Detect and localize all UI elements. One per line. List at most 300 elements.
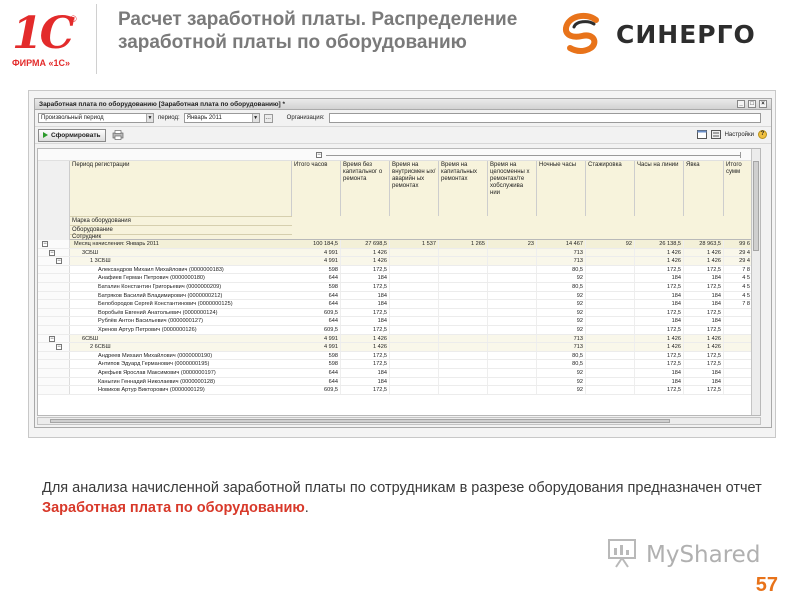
table-cell: 1 265 — [439, 240, 488, 248]
col-header: Время без капитальног о ремонта — [341, 161, 390, 216]
maximize-icon[interactable]: □ — [748, 100, 756, 108]
table-cell — [586, 386, 635, 394]
table-cell: 172,5 — [341, 352, 390, 360]
collapse-icon[interactable]: − — [43, 241, 47, 247]
period-select[interactable] — [184, 113, 260, 123]
report-name-highlight: Заработная плата по оборудованию — [42, 500, 305, 516]
table-cell: 184 — [341, 292, 390, 300]
row-gutter — [38, 343, 70, 351]
table-cell — [488, 369, 537, 377]
table-cell: 609,5 — [292, 309, 341, 317]
table-cell: 184 — [684, 300, 724, 308]
table-cell — [439, 274, 488, 282]
collapse-icon[interactable]: − — [50, 249, 54, 256]
table-cell — [488, 266, 537, 274]
row-gutter — [38, 309, 70, 317]
col-header: Часы на линии — [635, 161, 684, 216]
table-cell — [390, 352, 439, 360]
table-cell: 172,5 — [635, 266, 684, 274]
table-cell: 609,5 — [292, 386, 341, 394]
table-cell — [390, 378, 439, 386]
table-cell: 713 — [537, 249, 586, 257]
report-window — [34, 98, 772, 428]
table-cell: 1 426 — [635, 249, 684, 257]
col-header: Ночные часы — [537, 161, 586, 216]
table-cell — [488, 300, 537, 308]
table-cell — [439, 360, 488, 368]
table-cell — [488, 378, 537, 386]
synergo-swirl-icon — [560, 12, 604, 56]
table-cell — [488, 283, 537, 291]
table-cell: 713 — [537, 343, 586, 351]
printer-icon[interactable] — [112, 130, 124, 140]
table-cell: 172,5 — [684, 386, 724, 394]
table-cell: 184 — [684, 378, 724, 386]
table-cell: 1 426 — [341, 257, 390, 265]
table-cell — [724, 343, 753, 351]
table-cell — [586, 369, 635, 377]
window-layout-icon[interactable] — [697, 130, 707, 139]
table-cell: 4 5 — [724, 283, 753, 291]
table-cell: 184 — [635, 317, 684, 325]
table-cell — [586, 249, 635, 257]
generate-button-label: Сформировать — [51, 131, 101, 139]
help-icon[interactable]: ? — [758, 130, 767, 139]
table-row[interactable] — [38, 360, 761, 369]
table-cell: 172,5 — [341, 309, 390, 317]
table-cell — [390, 309, 439, 317]
table-cell: 184 — [341, 300, 390, 308]
table-cell — [586, 274, 635, 282]
period-value: Январь 2011 — [186, 115, 222, 121]
collapse-icon[interactable]: − — [57, 258, 61, 265]
table-cell: 80,5 — [537, 266, 586, 274]
organization-label: Организация: — [286, 115, 325, 121]
table-row[interactable] — [38, 249, 761, 258]
slide-title: Расчет заработной платы. Распределение заработной платы по оборудованию — [118, 9, 518, 53]
table-cell: 1 426 — [684, 257, 724, 265]
table-cell: 172,5 — [684, 309, 724, 317]
row-label: Анафиев Герман Петрович (0000000180) — [98, 275, 205, 282]
col-header: Время на капитальных ремонтах — [439, 161, 488, 216]
chevron-down-icon[interactable]: ▼ — [147, 115, 153, 121]
row-gutter — [38, 249, 70, 257]
table-cell: 644 — [292, 317, 341, 325]
table-cell: 7 8 — [724, 266, 753, 274]
table-cell: 27 698,5 — [341, 240, 390, 248]
table-cell: 172,5 — [341, 283, 390, 291]
table-cell: 184 — [341, 317, 390, 325]
table-cell: 172,5 — [635, 352, 684, 360]
header-equipment-brand: Марка оборудования — [70, 216, 292, 225]
table-cell — [488, 249, 537, 257]
period-label: период: — [158, 115, 180, 121]
row-gutter — [38, 292, 70, 300]
row-label: Каныгин Геннадий Николаевич (0000000128) — [98, 378, 215, 385]
table-cell: 172,5 — [341, 386, 390, 394]
table-cell: 598 — [292, 352, 341, 360]
synergo-logo — [560, 12, 792, 58]
table-cell: 92 — [586, 240, 635, 248]
table-cell: 172,5 — [341, 360, 390, 368]
generate-button[interactable] — [38, 129, 106, 142]
table-cell — [439, 283, 488, 291]
table-row[interactable] — [38, 386, 761, 395]
table-cell: 7 8 — [724, 300, 753, 308]
table-cell: 184 — [635, 292, 684, 300]
table-cell: 4 991 — [292, 257, 341, 265]
report-table — [37, 148, 761, 416]
row-gutter — [38, 378, 70, 386]
page-number: 57 — [755, 574, 778, 596]
table-cell — [390, 386, 439, 394]
table-cell — [586, 343, 635, 351]
table-cell: 1 426 — [635, 335, 684, 343]
table-cell — [586, 352, 635, 360]
table-cell — [586, 326, 635, 334]
table-cell: 80,5 — [537, 352, 586, 360]
col-header: Стажировка — [586, 161, 635, 216]
table-cell: 29 4 — [724, 249, 753, 257]
row-label: Месяц начисления: Январь 2011 — [74, 241, 159, 247]
vertical-scrollbar[interactable] — [751, 149, 760, 416]
table-cell: 1 426 — [684, 249, 724, 257]
table-cell — [488, 317, 537, 325]
table-cell — [586, 360, 635, 368]
table-row[interactable] — [38, 369, 761, 378]
table-cell: 4 5 — [724, 274, 753, 282]
toolbar-right — [697, 130, 767, 139]
table-cell — [586, 300, 635, 308]
table-cell — [724, 378, 753, 386]
table-cell: 4 5 — [724, 292, 753, 300]
table-cell — [390, 300, 439, 308]
table-cell: 1 426 — [635, 343, 684, 351]
description-end: . — [304, 500, 309, 516]
table-cell: 1 426 — [341, 343, 390, 351]
table-row[interactable] — [38, 292, 761, 301]
table-cell: 184 — [684, 274, 724, 282]
watermark — [606, 536, 766, 572]
table-cell — [439, 369, 488, 377]
minimize-icon[interactable]: _ — [737, 100, 745, 108]
table-cell: 92 — [537, 309, 586, 317]
table-cell: 1 537 — [390, 240, 439, 248]
header-divider — [96, 4, 97, 74]
table-cell — [439, 335, 488, 343]
table-cell — [439, 317, 488, 325]
row-label: Арефьев Ярослав Максимович (0000000197) — [98, 370, 216, 376]
row-label: Антипов Эдуард Германович (0000000195) — [98, 361, 210, 368]
table-row[interactable] — [38, 257, 761, 266]
horizontal-scroll-thumb[interactable] — [50, 419, 670, 423]
table-cell — [724, 335, 753, 343]
col-header: Явка — [684, 161, 724, 216]
table-row[interactable] — [38, 326, 761, 335]
table-row[interactable] — [38, 300, 761, 309]
group-bracket — [326, 155, 740, 156]
table-cell: 184 — [635, 369, 684, 377]
table-cell: 172,5 — [635, 283, 684, 291]
table-cell — [586, 257, 635, 265]
table-cell: 172,5 — [684, 360, 724, 368]
table-cell: 644 — [292, 300, 341, 308]
row-gutter — [38, 386, 70, 394]
table-cell — [488, 360, 537, 368]
table-cell — [586, 335, 635, 343]
table-cell: 184 — [635, 274, 684, 282]
vertical-scroll-thumb[interactable] — [753, 161, 759, 251]
table-cell — [439, 300, 488, 308]
table-cell — [439, 309, 488, 317]
table-row[interactable] — [38, 309, 761, 318]
table-row[interactable] — [38, 335, 761, 344]
table-cell — [390, 335, 439, 343]
table-cell — [724, 369, 753, 377]
group-strip — [38, 149, 761, 161]
description-text: Для анализа начисленной заработной платы по сотрудникам в разрезе оборудования предназначен отчет — [42, 480, 762, 496]
horizontal-scrollbar[interactable] — [37, 417, 761, 425]
chevron-down-icon[interactable]: ▼ — [253, 115, 259, 121]
row-gutter — [38, 300, 70, 308]
table-cell — [586, 283, 635, 291]
table-cell — [488, 352, 537, 360]
table-cell — [439, 352, 488, 360]
table-cell: 644 — [292, 378, 341, 386]
header-equipment: Оборудование — [70, 225, 292, 234]
table-row[interactable] — [38, 343, 761, 352]
table-cell — [390, 343, 439, 351]
table-cell — [439, 378, 488, 386]
table-cell — [724, 386, 753, 394]
header-gutter — [38, 161, 70, 240]
table-cell: 713 — [537, 257, 586, 265]
settings-icon[interactable] — [711, 130, 721, 139]
table-cell: 644 — [292, 274, 341, 282]
table-row[interactable] — [38, 274, 761, 283]
table-cell: 23 — [488, 240, 537, 248]
collapse-icon[interactable]: − — [317, 152, 321, 158]
table-cell: 28 963,5 — [684, 240, 724, 248]
table-row[interactable] — [38, 378, 761, 387]
table-cell: 100 184,5 — [292, 240, 341, 248]
table-cell — [586, 378, 635, 386]
row-label: Новиков Артур Викторович (0000000129) — [98, 387, 205, 394]
table-cell: 172,5 — [635, 386, 684, 394]
table-cell: 172,5 — [341, 266, 390, 274]
group-bracket-end — [740, 152, 741, 158]
table-cell: 1 426 — [635, 257, 684, 265]
header-employee: Сотрудник — [70, 234, 292, 240]
table-cell: 598 — [292, 266, 341, 274]
row-label: 2 6СБШ — [90, 344, 111, 351]
table-cell: 92 — [537, 386, 586, 394]
table-cell — [390, 283, 439, 291]
registered-mark: ® — [70, 14, 77, 24]
table-cell: 80,5 — [537, 283, 586, 291]
table-cell: 92 — [537, 326, 586, 334]
table-cell — [586, 317, 635, 325]
row-label: Андреев Михаил Михайлович (0000000190) — [98, 352, 213, 359]
row-label: Баталин Константин Григорьевич (0000000209) — [98, 284, 222, 290]
table-cell — [488, 309, 537, 317]
table-cell — [390, 249, 439, 257]
table-cell — [724, 317, 753, 325]
table-cell: 644 — [292, 369, 341, 377]
row-label: 1 3СБШ — [90, 258, 111, 265]
table-row[interactable] — [38, 352, 761, 361]
table-cell — [724, 352, 753, 360]
table-cell — [724, 360, 753, 368]
table-row[interactable] — [38, 283, 761, 292]
table-cell: 184 — [684, 292, 724, 300]
collapse-icon[interactable]: − — [57, 344, 61, 351]
table-cell: 172,5 — [684, 266, 724, 274]
table-cell: 609,5 — [292, 326, 341, 334]
table-cell: 184 — [684, 369, 724, 377]
slide-description — [42, 478, 772, 518]
table-cell: 713 — [537, 335, 586, 343]
table-cell: 14 467 — [537, 240, 586, 248]
table-cell: 184 — [341, 378, 390, 386]
table-cell: 172,5 — [684, 283, 724, 291]
1c-logo — [8, 8, 86, 70]
parameters-bar — [35, 110, 771, 126]
row-gutter — [38, 352, 70, 360]
play-icon — [43, 132, 48, 138]
table-cell: 92 — [537, 300, 586, 308]
table-cell — [488, 335, 537, 343]
table-cell: 99 6 — [724, 240, 753, 248]
row-gutter — [38, 326, 70, 334]
row-gutter — [38, 283, 70, 291]
row-gutter — [38, 266, 70, 274]
row-gutter — [38, 257, 70, 265]
table-cell — [488, 343, 537, 351]
table-cell — [439, 292, 488, 300]
table-cell — [439, 343, 488, 351]
row-gutter — [38, 335, 70, 343]
watermark-text: MyShared — [646, 542, 761, 568]
presentation-icon — [606, 536, 640, 570]
table-cell: 92 — [537, 369, 586, 377]
table-cell: 172,5 — [341, 326, 390, 334]
row-label: Батряков Василий Владимирович (0000000212) — [98, 292, 223, 299]
table-cell: 26 138,5 — [635, 240, 684, 248]
table-cell — [488, 292, 537, 300]
organization-input[interactable] — [329, 113, 761, 123]
table-cell — [390, 369, 439, 377]
table-cell: 172,5 — [635, 326, 684, 334]
table-cell: 172,5 — [684, 352, 724, 360]
table-row[interactable] — [38, 317, 761, 326]
table-cell — [439, 386, 488, 394]
table-cell — [586, 292, 635, 300]
table-cell: 184 — [341, 369, 390, 377]
brand-name: СИНЕРГО — [616, 20, 756, 49]
table-cell — [724, 326, 753, 334]
table-cell — [488, 326, 537, 334]
table-cell — [390, 360, 439, 368]
table-cell — [390, 274, 439, 282]
col-header: Итого сумм — [724, 161, 753, 216]
table-cell: 598 — [292, 360, 341, 368]
header-period: Период регистрации — [70, 161, 292, 216]
1c-logo-caption: ФИРМА «1С» — [12, 58, 71, 68]
window-controls — [737, 100, 767, 108]
table-cell — [586, 266, 635, 274]
table-cell: 4 991 — [292, 249, 341, 257]
row-gutter — [38, 274, 70, 282]
row-label: Белобородов Сергей Константинович (0000000125) — [98, 301, 233, 308]
table-cell — [439, 249, 488, 257]
table-cell: 1 426 — [341, 249, 390, 257]
row-label: 6СБШ — [82, 335, 98, 342]
table-cell: 184 — [635, 300, 684, 308]
table-cell: 1 426 — [341, 335, 390, 343]
table-cell — [439, 257, 488, 265]
table-cell — [586, 309, 635, 317]
table-cell — [488, 274, 537, 282]
row-gutter — [38, 317, 70, 325]
table-cell: 598 — [292, 283, 341, 291]
table-cell — [439, 326, 488, 334]
table-cell: 172,5 — [635, 360, 684, 368]
table-cell: 4 991 — [292, 343, 341, 351]
table-cell — [488, 386, 537, 394]
report-toolbar — [35, 126, 771, 144]
table-row[interactable] — [38, 240, 761, 249]
row-label: Рублёв Антон Васильевич (0000000127) — [98, 318, 203, 325]
row-label: Хренов Артур Петрович (0000000126) — [98, 327, 197, 333]
col-header: Итого часов — [292, 161, 341, 216]
close-icon[interactable]: × — [759, 100, 767, 108]
window-titlebar — [35, 99, 771, 110]
row-gutter — [38, 360, 70, 368]
table-cell — [390, 326, 439, 334]
table-cell — [724, 309, 753, 317]
table-cell: 184 — [635, 378, 684, 386]
table-cell: 644 — [292, 292, 341, 300]
table-cell: 172,5 — [635, 309, 684, 317]
table-cell — [488, 257, 537, 265]
table-cell: 92 — [537, 292, 586, 300]
table-header — [38, 161, 761, 240]
period-type-value: Произвольный период — [41, 115, 104, 121]
col-header: Время на внутрисмен ых/аварийн ых ремонтах — [390, 161, 439, 216]
table-cell: 1 426 — [684, 343, 724, 351]
collapse-icon[interactable]: − — [50, 335, 54, 342]
window-title: Заработная плата по оборудованию [Заработная плата по оборудованию] * — [39, 100, 286, 108]
row-label: 3СБШ — [82, 249, 98, 256]
table-cell: 29 4 — [724, 257, 753, 265]
table-cell: 184 — [341, 274, 390, 282]
table-cell — [390, 317, 439, 325]
settings-button[interactable]: Настройки — [724, 131, 754, 138]
col-header: Время на целосменны х ремонтах/те хобслужива нии — [488, 161, 537, 216]
period-type-select[interactable] — [38, 113, 154, 123]
table-row[interactable] — [38, 266, 761, 275]
table-cell: 172,5 — [684, 326, 724, 334]
period-choose-button[interactable]: … — [265, 114, 272, 121]
table-cell — [390, 292, 439, 300]
table-cell: 4 991 — [292, 335, 341, 343]
1c-logo-mark: 1С — [12, 8, 72, 59]
row-label: Воробьёв Евгений Анатольевич (0000000124) — [98, 309, 218, 316]
row-gutter — [38, 240, 70, 248]
table-cell: 80,5 — [537, 360, 586, 368]
table-cell: 92 — [537, 317, 586, 325]
